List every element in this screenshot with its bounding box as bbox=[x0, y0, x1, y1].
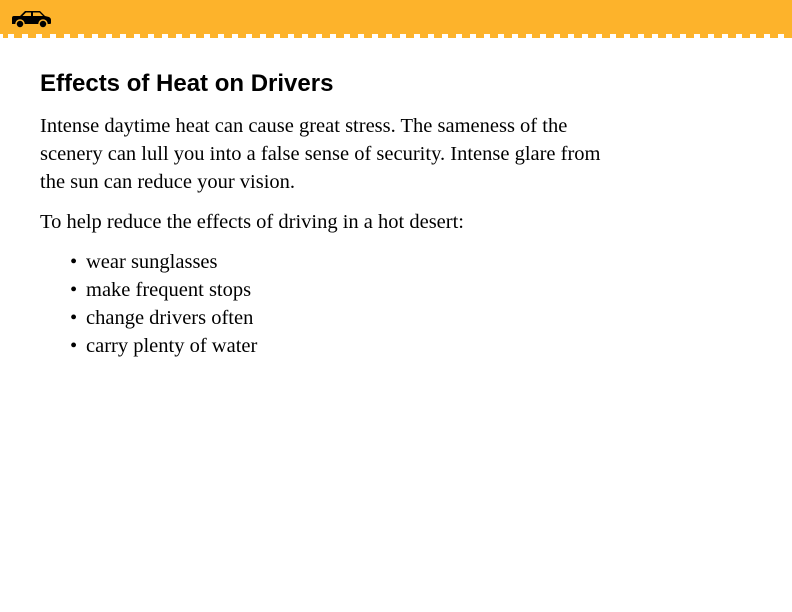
list-item-text: wear sunglasses bbox=[86, 251, 218, 273]
list-item bbox=[70, 304, 660, 332]
intro-paragraph: Intense daytime heat can cause great stress. The sameness of the scenery can lull you into a false sense of security. Intense glare from the sun can reduce your vision. bbox=[40, 115, 601, 193]
list-item-text: make frequent stops bbox=[86, 279, 252, 301]
list-item bbox=[70, 276, 660, 304]
car-icon bbox=[10, 9, 52, 29]
header-bar bbox=[0, 0, 792, 40]
header-banner bbox=[0, 0, 792, 40]
bullet-icon: • bbox=[70, 307, 78, 329]
slide-content bbox=[40, 68, 660, 360]
bullet-icon: • bbox=[70, 335, 78, 357]
lead-in-paragraph: To help reduce the effects of driving in a hot desert: bbox=[40, 211, 464, 233]
list-item-text: carry plenty of water bbox=[86, 335, 258, 357]
list-item bbox=[70, 332, 660, 360]
bullet-icon: • bbox=[70, 279, 78, 301]
list-item bbox=[70, 248, 660, 276]
slide-title: Effects of Heat on Drivers bbox=[40, 70, 334, 97]
bullet-icon: • bbox=[70, 251, 78, 273]
tips-list bbox=[40, 248, 660, 360]
list-item-text: change drivers often bbox=[86, 307, 254, 329]
